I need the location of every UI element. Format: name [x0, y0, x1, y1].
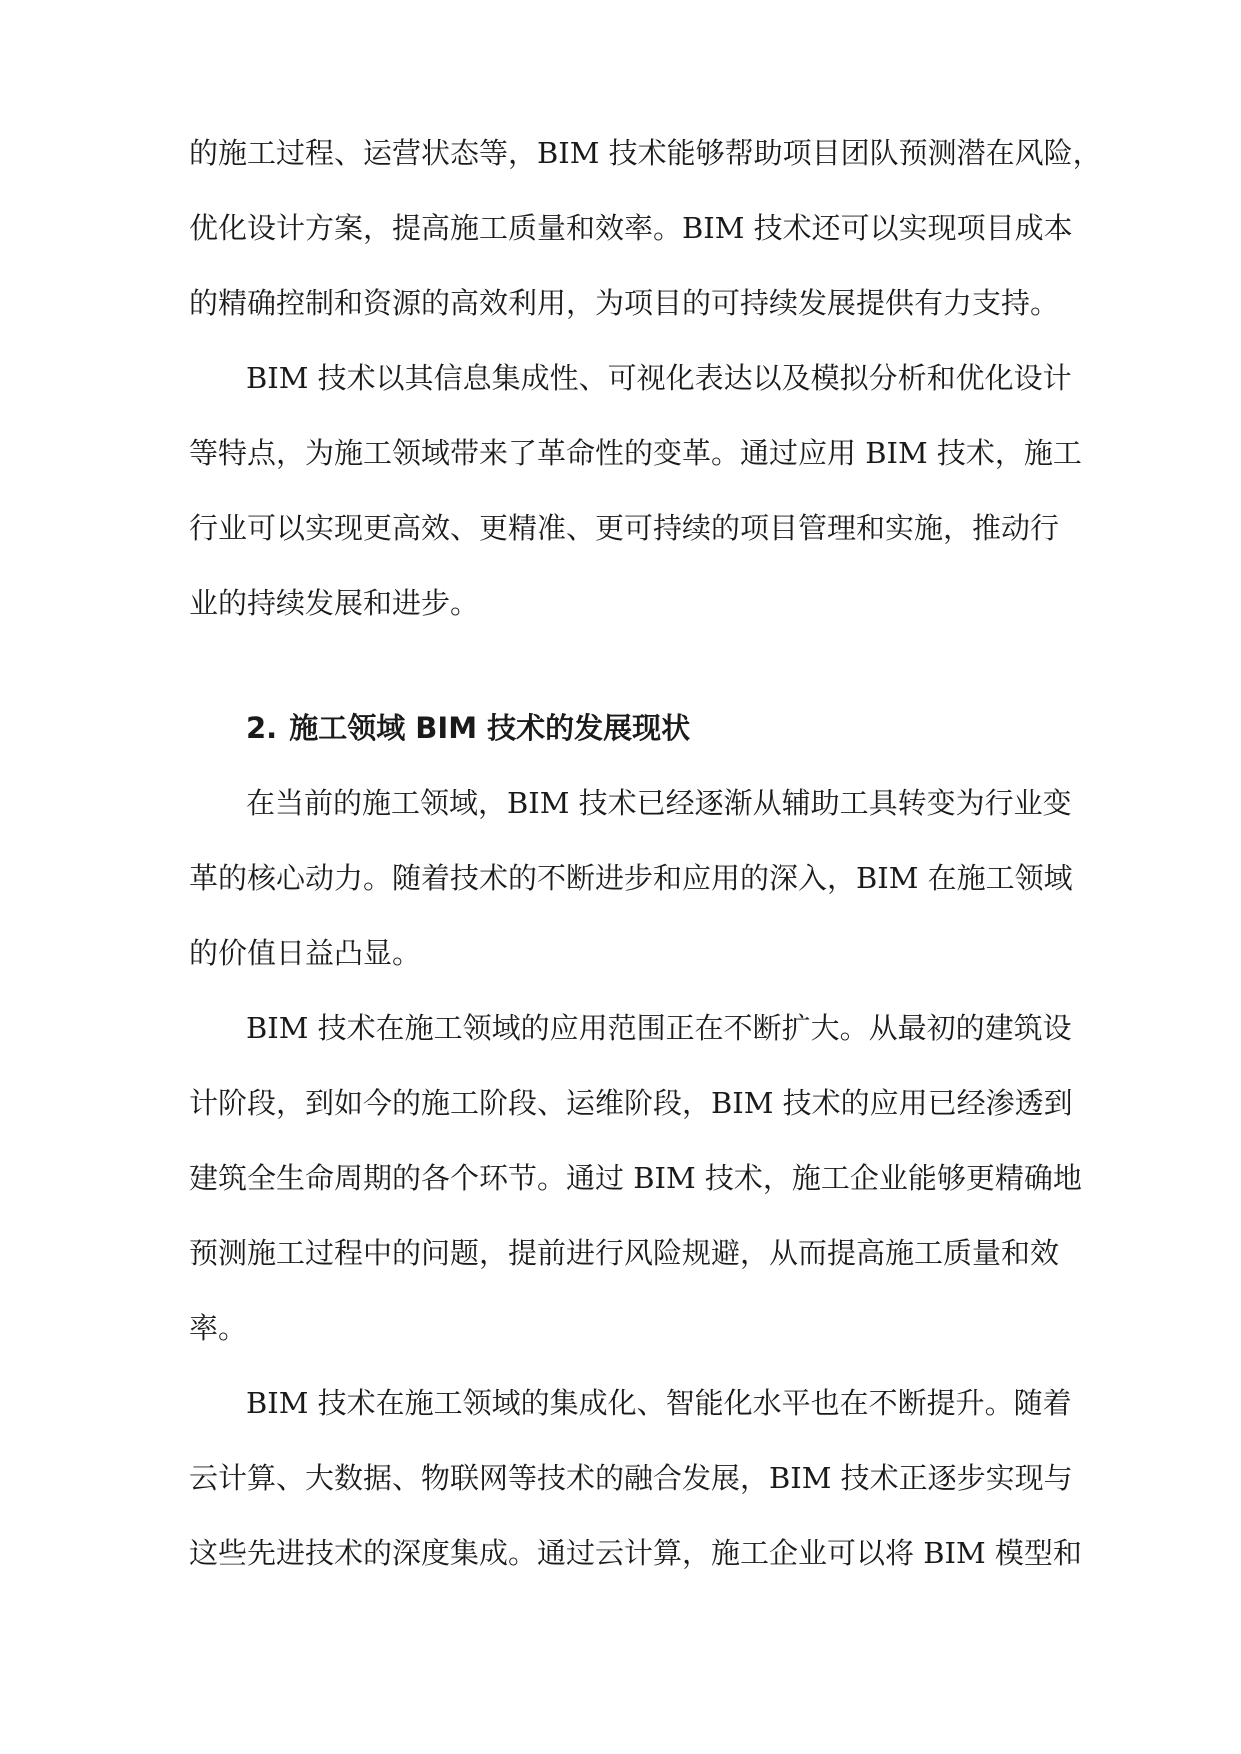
- paragraph-line: 业的持续发展和进步。: [189, 586, 480, 620]
- paragraph-line: 计阶段，到如今的施工阶段、运维阶段，BIM 技术的应用已经渗透到: [189, 1086, 1073, 1120]
- paragraph-line: 等特点，为施工领域带来了革命性的变革。通过应用 BIM 技术，施工: [189, 436, 1082, 470]
- paragraph-line: 的施工过程、运营状态等，BIM 技术能够帮助项目团队预测潜在风险，: [189, 136, 1102, 170]
- paragraph-line: 在当前的施工领域，BIM 技术已经逐渐从辅助工具转变为行业变: [246, 786, 1072, 820]
- paragraph-line: 建筑全生命周期的各个环节。通过 BIM 技术，施工企业能够更精确地: [189, 1161, 1082, 1195]
- paragraph-line: BIM 技术在施工领域的应用范围正在不断扩大。从最初的建筑设: [246, 1011, 1072, 1045]
- section-heading: [246, 708, 1059, 748]
- paragraph-line: 云计算、大数据、物联网等技术的融合发展，BIM 技术正逐步实现与: [189, 1461, 1073, 1495]
- paragraph-line: 优化设计方案，提高施工质量和效率。BIM 技术还可以实现项目成本: [189, 211, 1073, 245]
- section-title: 施工领域 BIM 技术的发展现状: [289, 711, 691, 745]
- paragraph-line: BIM 技术以其信息集成性、可视化表达以及模拟分析和优化设计: [246, 361, 1072, 395]
- paragraph-line: 预测施工过程中的问题，提前进行风险规避，从而提高施工质量和效: [189, 1236, 1060, 1270]
- paragraph-line: 率。: [189, 1311, 248, 1345]
- paragraph-line: 的精确控制和资源的高效利用，为项目的可持续发展提供有力支持。: [189, 286, 1060, 320]
- paragraph-line: 行业可以实现更高效、更精准、更可持续的项目管理和实施，推动行: [189, 511, 1060, 545]
- paragraph-line: 的价值日益凸显。: [189, 936, 422, 970]
- paragraph-line: 这些先进技术的深度集成。通过云计算，施工企业可以将 BIM 模型和: [189, 1536, 1082, 1570]
- paragraph-line: BIM 技术在施工领域的集成化、智能化水平也在不断提升。随着: [246, 1386, 1072, 1420]
- section-number: 2.: [246, 711, 278, 745]
- paragraph-line: 革的核心动力。随着技术的不断进步和应用的深入，BIM 在施工领域: [189, 861, 1073, 895]
